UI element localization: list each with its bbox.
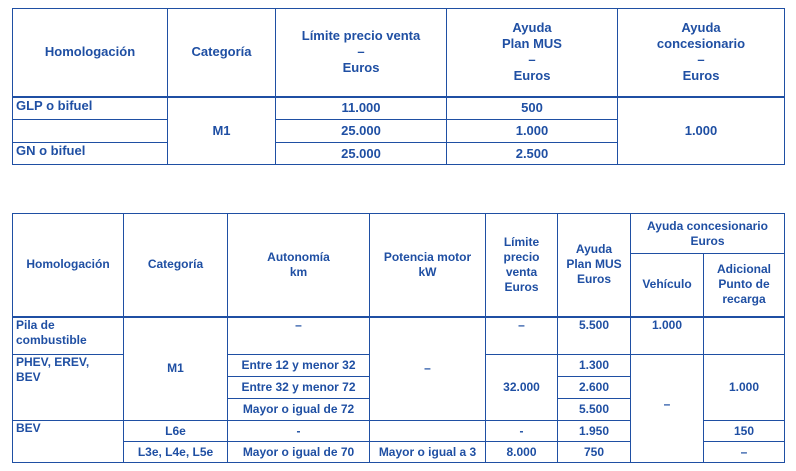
header-line: precio bbox=[503, 249, 540, 264]
header-line: Ayuda bbox=[512, 20, 552, 36]
cell-homologacion bbox=[13, 120, 168, 143]
header-line: Plan MUS bbox=[566, 257, 622, 272]
cell-potencia bbox=[370, 421, 486, 442]
header-adicional bbox=[704, 254, 785, 317]
cell-autonomia: Mayor o igual de 72 bbox=[228, 399, 370, 421]
header-line: – bbox=[528, 52, 536, 68]
cell-limite: 8.000 bbox=[486, 442, 558, 463]
cell-limite: – bbox=[486, 317, 558, 355]
cell-adicional bbox=[704, 317, 785, 355]
cell-line: combustible bbox=[16, 332, 87, 347]
cell-potencia: Mayor o igual a 3 bbox=[370, 442, 486, 463]
cell-ayuda-mus: 5.500 bbox=[558, 317, 631, 355]
cell-limite: 25.000 bbox=[276, 120, 447, 143]
cell-adicional: – bbox=[704, 442, 785, 463]
header-line: Euros bbox=[513, 68, 551, 84]
cell-autonomia: Entre 32 y menor 72 bbox=[228, 377, 370, 399]
cell-limite: 25.000 bbox=[276, 143, 447, 165]
header-autonomia bbox=[228, 214, 370, 317]
cell-autonomia: Mayor o igual de 70 bbox=[228, 442, 370, 463]
header-line: Euros bbox=[682, 68, 720, 84]
cell-limite: 11.000 bbox=[276, 97, 447, 120]
table-glp-gn bbox=[12, 8, 785, 165]
cell-ayuda-mus: 1.950 bbox=[558, 421, 631, 442]
cell-line: Pila de bbox=[16, 317, 55, 332]
cell-ayuda-mus: 500 bbox=[447, 97, 618, 120]
header-line: – bbox=[697, 52, 705, 68]
header-line: km bbox=[289, 264, 308, 279]
cell-homologacion: GLP o bifuel bbox=[13, 97, 168, 120]
header-line: Euros bbox=[504, 279, 539, 294]
cell-ayuda-mus: 2.500 bbox=[447, 143, 618, 165]
cell-categoria: L6e bbox=[124, 421, 228, 442]
cell-vehiculo: – bbox=[631, 355, 704, 463]
cell-ayuda-mus: 750 bbox=[558, 442, 631, 463]
header-line: Plan MUS bbox=[502, 36, 562, 52]
cell-potencia: – bbox=[370, 317, 486, 421]
header-line: Punto de bbox=[718, 277, 770, 292]
cell-limite: - bbox=[486, 421, 558, 442]
table-electricos bbox=[12, 213, 785, 463]
header-vehiculo: Vehículo bbox=[631, 254, 704, 317]
header-line: Límite precio venta bbox=[301, 28, 421, 44]
header-line: venta bbox=[505, 264, 538, 279]
cell-adicional: 150 bbox=[704, 421, 785, 442]
header-line: Euros bbox=[576, 272, 611, 287]
header-line: – bbox=[357, 44, 365, 60]
header-line: recarga bbox=[722, 292, 766, 307]
header-line: kW bbox=[418, 264, 437, 279]
cell-ayuda-mus: 2.600 bbox=[558, 377, 631, 399]
header-ayuda-mus bbox=[447, 9, 618, 97]
cell-homologacion bbox=[13, 355, 124, 421]
header-ayuda-concesionario bbox=[631, 214, 785, 254]
cell-ayuda-mus: 5.500 bbox=[558, 399, 631, 421]
header-categoria: Categoría bbox=[124, 214, 228, 317]
cell-limite: 32.000 bbox=[486, 355, 558, 421]
header-line: concesionario bbox=[656, 36, 746, 52]
table-row bbox=[13, 97, 785, 120]
cell-homologacion bbox=[13, 317, 124, 355]
cell-categoria: L3e, L4e, L5e bbox=[124, 442, 228, 463]
cell-ayuda-mus: 1.000 bbox=[447, 120, 618, 143]
header-ayuda-mus bbox=[558, 214, 631, 317]
table-row bbox=[13, 317, 785, 355]
cell-categoria: M1 bbox=[168, 97, 276, 165]
header-homologacion: Homologación bbox=[13, 214, 124, 317]
header-limite bbox=[486, 214, 558, 317]
header-line: Potencia motor bbox=[383, 249, 472, 264]
cell-autonomia: Entre 12 y menor 32 bbox=[228, 355, 370, 377]
header-ayuda-concesionario bbox=[618, 9, 785, 97]
header-line: Ayuda bbox=[575, 242, 613, 257]
header-categoria: Categoría bbox=[168, 9, 276, 97]
cell-autonomia: – bbox=[228, 317, 370, 355]
header-line: Ayuda bbox=[681, 20, 721, 36]
header-potencia bbox=[370, 214, 486, 317]
header-homologacion: Homologación bbox=[13, 9, 168, 97]
cell-ayuda-mus: 1.300 bbox=[558, 355, 631, 377]
header-line: Ayuda concesionario bbox=[647, 218, 768, 233]
header-line: Euros bbox=[690, 233, 725, 248]
cell-categoria-m1: M1 bbox=[124, 317, 228, 421]
header-line: Autonomía bbox=[267, 249, 330, 264]
cell-line: PHEV, EREV, bbox=[16, 355, 90, 369]
header-line: Límite bbox=[503, 234, 540, 249]
cell-vehiculo: 1.000 bbox=[631, 317, 704, 355]
cell-homologacion: GN o bifuel bbox=[13, 143, 168, 165]
cell-ayuda-concesionario: 1.000 bbox=[618, 97, 785, 165]
cell-adicional: 1.000 bbox=[704, 355, 785, 421]
cell-line: BEV bbox=[16, 370, 41, 384]
header-line: Euros bbox=[342, 60, 380, 76]
cell-homologacion: BEV bbox=[13, 421, 124, 463]
cell-autonomia: - bbox=[228, 421, 370, 442]
header-line: Adicional bbox=[717, 262, 772, 277]
header-limite-precio bbox=[276, 9, 447, 97]
